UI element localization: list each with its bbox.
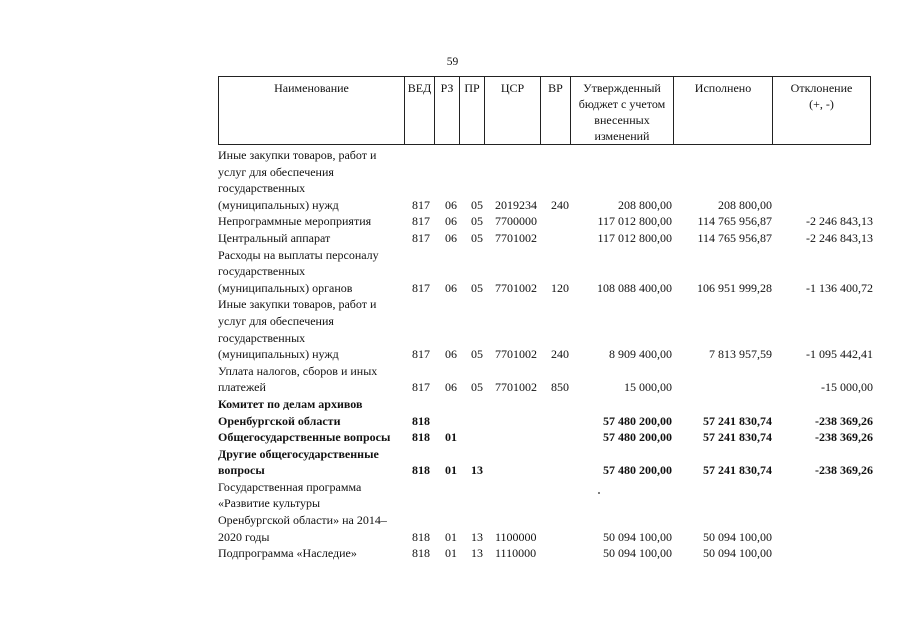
column-header-approved-budget: Утвержденный бюджет с учетом внесенных изменений (571, 77, 674, 145)
table-row (218, 363, 878, 396)
cell-approved-budget: 208 800,00 (618, 197, 672, 212)
cell-ved: 817 (412, 214, 430, 229)
cell-vr: 240 (551, 197, 569, 212)
cell-deviation: -238 369,26 (815, 413, 873, 428)
column-header-vr: ВР (541, 77, 571, 145)
table-row (218, 429, 878, 446)
cell-ved: 818 (412, 430, 430, 445)
cell-deviation: -2 246 843,13 (806, 214, 873, 229)
cell-rz: 01 (445, 463, 457, 478)
cell-executed: 114 765 956,87 (697, 214, 772, 229)
cell-pr: 05 (471, 280, 483, 295)
cell-vr: 240 (551, 347, 569, 362)
cell-rz: 01 (445, 546, 457, 561)
cell-executed: 7 813 957,59 (709, 347, 772, 362)
cell-deviation: -238 369,26 (815, 430, 873, 445)
cell-executed: 106 951 999,28 (697, 280, 772, 295)
cell-name: Расходы на выплаты персоналу государственных (муниципальных) органов (218, 247, 379, 295)
table-row (218, 545, 878, 562)
cell-approved-budget: 57 480 200,00 (603, 413, 672, 428)
cell-csr: 7701002 (495, 280, 537, 295)
cell-name: Иные закупки товаров, работ и услуг для обеспечения государственных (муниципальных) нужд (218, 148, 377, 212)
scan-speck (598, 492, 600, 494)
cell-ved: 818 (412, 529, 430, 544)
cell-csr: 2019234 (495, 197, 537, 212)
cell-name: Иные закупки товаров, работ и услуг для обеспечения государственных (муниципальных) нужд (218, 297, 377, 362)
cell-csr: 7700000 (495, 214, 537, 229)
cell-vr: 120 (551, 280, 569, 295)
cell-ved: 817 (412, 280, 430, 295)
cell-csr: 7701002 (495, 347, 537, 362)
cell-rz: 06 (445, 380, 457, 395)
cell-pr: 13 (471, 529, 483, 544)
cell-name: Другие общегосударственные вопросы (218, 446, 379, 478)
table-row (218, 479, 878, 545)
column-header-executed: Исполнено (674, 77, 773, 145)
cell-pr: 13 (471, 546, 483, 561)
column-header-name: Наименование (219, 77, 405, 145)
cell-csr: 1110000 (495, 546, 537, 561)
table-row (218, 213, 878, 230)
cell-vr: 850 (551, 380, 569, 395)
cell-pr: 05 (471, 197, 483, 212)
cell-rz: 01 (445, 430, 457, 445)
cell-rz: 06 (445, 230, 457, 245)
column-header-rz: РЗ (435, 77, 460, 145)
cell-executed: 57 241 830,74 (703, 413, 772, 428)
cell-rz: 06 (445, 214, 457, 229)
cell-csr: 7701002 (495, 230, 537, 245)
cell-name: Непрограммные мероприятия (218, 214, 372, 229)
table-header (218, 76, 871, 145)
cell-executed: 208 800,00 (718, 197, 772, 212)
cell-ved: 817 (412, 380, 430, 395)
cell-approved-budget: 50 094 100,00 (603, 546, 672, 561)
cell-ved: 818 (412, 463, 430, 478)
table-row (218, 247, 878, 297)
cell-executed: 50 094 100,00 (703, 529, 772, 544)
column-header-deviation: Отклонение (+, -) (773, 77, 871, 145)
column-header-csr: ЦСР (485, 77, 541, 145)
cell-pr: 05 (471, 347, 483, 362)
cell-rz: 01 (445, 529, 457, 544)
cell-deviation: -15 000,00 (821, 380, 873, 395)
cell-approved-budget: 8 909 400,00 (609, 347, 672, 362)
cell-name: Подпрограмма «Наследие» (218, 546, 357, 561)
cell-approved-budget: 15 000,00 (624, 380, 672, 395)
cell-name: Общегосударственные вопросы (218, 430, 391, 445)
cell-deviation: -1 136 400,72 (806, 280, 873, 295)
column-header-ved: ВЕД (405, 77, 435, 145)
cell-name: Комитет по делам архивов Оренбургской области (218, 396, 363, 428)
cell-ved: 818 (412, 546, 430, 561)
cell-rz: 06 (445, 280, 457, 295)
cell-deviation: -1 095 442,41 (806, 347, 873, 362)
cell-ved: 818 (412, 413, 430, 428)
cell-name: Центральный аппарат (218, 230, 331, 245)
cell-ved: 817 (412, 197, 430, 212)
cell-executed: 57 241 830,74 (703, 430, 772, 445)
cell-deviation: -2 246 843,13 (806, 230, 873, 245)
table-row (218, 396, 878, 429)
cell-ved: 817 (412, 347, 430, 362)
cell-name: Государственная программа «Развитие культуры Оренбургской области» на 2014– 2020 годы (218, 479, 387, 544)
cell-approved-budget: 117 012 800,00 (597, 230, 672, 245)
cell-pr: 05 (471, 230, 483, 245)
cell-rz: 06 (445, 347, 457, 362)
cell-ved: 817 (412, 230, 430, 245)
cell-csr: 7701002 (495, 380, 537, 395)
cell-rz: 06 (445, 197, 457, 212)
cell-approved-budget: 50 094 100,00 (603, 529, 672, 544)
cell-approved-budget: 57 480 200,00 (603, 463, 672, 478)
table-body (218, 147, 878, 562)
cell-deviation: -238 369,26 (815, 463, 873, 478)
table-row (218, 446, 878, 479)
cell-name: Уплата налогов, сборов и иных платежей (218, 363, 378, 395)
cell-approved-budget: 108 088 400,00 (597, 280, 672, 295)
table-row (218, 147, 878, 213)
table-row (218, 230, 878, 247)
column-header-pr: ПР (460, 77, 485, 145)
cell-pr: 13 (471, 463, 483, 478)
cell-executed: 57 241 830,74 (703, 463, 772, 478)
cell-pr: 05 (471, 380, 483, 395)
cell-approved-budget: 117 012 800,00 (597, 214, 672, 229)
page-number: 59 (446, 56, 459, 68)
cell-executed: 50 094 100,00 (703, 546, 772, 561)
cell-pr: 05 (471, 214, 483, 229)
table-row (218, 296, 878, 362)
cell-approved-budget: 57 480 200,00 (603, 430, 672, 445)
cell-csr: 1100000 (495, 529, 537, 544)
cell-executed: 114 765 956,87 (697, 230, 772, 245)
